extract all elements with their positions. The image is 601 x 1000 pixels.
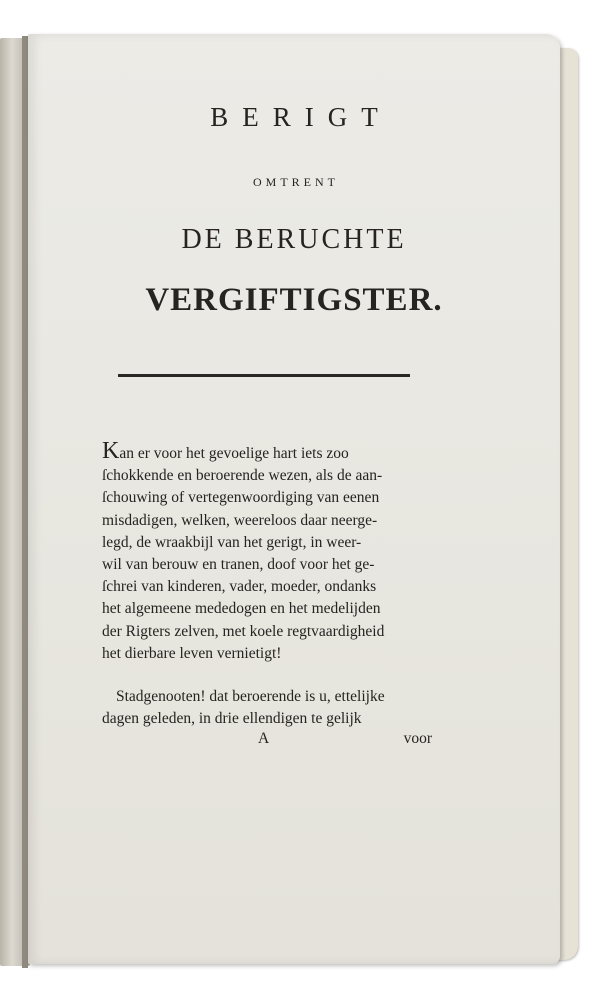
paragraph-1-line: het algemeene mededogen en het medelijden — [102, 600, 381, 618]
paragraph-1-line: der Rigters zelven, met koele regtvaardigheid — [102, 622, 385, 640]
paragraph-1-line: Kan er voor het gevoelige hart iets zoo — [102, 440, 349, 464]
title-rule — [118, 374, 410, 377]
title-omtrent: OMTRENT — [253, 175, 339, 189]
paragraph-1-line: ſchrei van kinderen, vader, moeder, ondanks — [102, 578, 377, 596]
paragraph-1-line: wil van berouw en tranen, doof voor het ge- — [102, 556, 375, 574]
paragraph-1-line: ſchokkende en beroerende wezen, als de aan- — [102, 467, 383, 485]
paragraph-2-line: Stadgenooten! dat beroerende is u, ettelijke — [116, 688, 385, 705]
paragraph-2 — [102, 686, 432, 730]
title-de-beruchte: DE BERUCHTE — [181, 224, 407, 255]
signature-mark: A — [258, 730, 270, 747]
catchword: voor — [403, 730, 432, 747]
initial-letter: K — [102, 440, 120, 464]
title-vergiftigster: VERGIFTIGSTER. — [145, 282, 443, 318]
paragraph-1-line: legd, de wraakbijl van het gerigt, in weer- — [102, 533, 362, 551]
paragraph-1-line: het dierbare leven vernietigt! — [102, 644, 282, 662]
paragraph-1 — [102, 440, 432, 665]
paragraph-1-line: misdadigen, welken, weereloos daar neerge- — [102, 511, 378, 529]
book-page — [28, 34, 560, 964]
title-berigt: BERIGT — [210, 102, 392, 132]
paragraph-2-line: dagen geleden, in drie ellendigen te gelijk — [102, 710, 362, 728]
paragraph-1-line: ſchouwing of vertegenwoordiging van eenen — [102, 489, 380, 507]
